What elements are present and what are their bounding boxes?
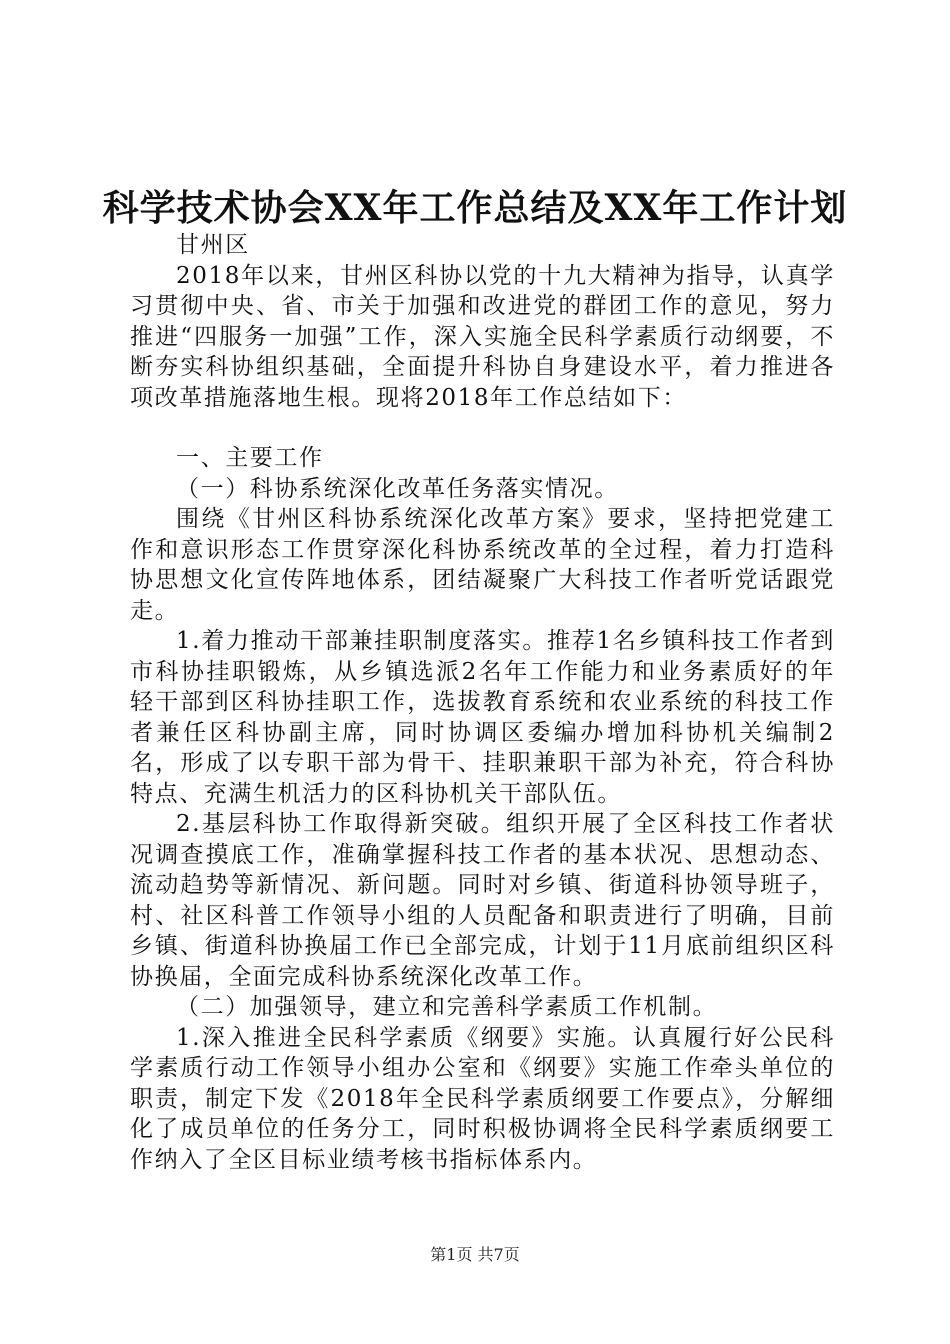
subsection-heading: （二）加强领导，建立和完善科学素质工作机制。	[176, 994, 718, 1020]
section-heading: 一、主要工作	[176, 445, 324, 471]
intro-paragraph: 2018年以来，甘州区科协以党的十九大精神为指导，认真学习贯彻中央、省、市关于加强和改进党的群团工作的意见，努力推进“四服务一加强”工作，深入实施全民科学素质行动纲要，不断夯实科协组织基础，全面提升科协自身建设水平，着力推进各项改革措施落地生根。现将2018年工作总结如下：	[130, 262, 835, 411]
blank-line	[130, 413, 835, 443]
page-footer: 第1页 共7页	[430, 1245, 520, 1264]
body-paragraph: 围绕《甘州区科协系统深化改革方案》要求，坚持把党建工作和意识形态工作贯穿深化科协系统改革的全过程，着力打造科协思想文化宣传阵地体系，团结凝聚广大科技工作者听党话跟党走。	[130, 506, 835, 624]
document-body	[130, 230, 835, 1175]
author-line: 甘州区	[176, 232, 250, 258]
body-paragraph: 2.基层科协工作取得新突破。组织开展了全区科技工作者状况调查摸底工作，准确掌握科技工作者的基本状况、思想动态、流动趋势等新情况、新问题。同时对乡镇、街道科协领导班子，村、社区科普工作领导小组的人员配备和职责进行了明确，目前乡镇、街道科协换届工作已全部完成，计划于11月底前组织区科协换届，全面完成科协系统深化改革工作。	[130, 811, 835, 990]
document-title: 科学技术协会XX年工作总结及XX年工作计划	[102, 187, 848, 229]
body-paragraph: 1.深入推进全民科学素质《纲要》实施。认真履行好公民科学素质行动工作领导小组办公室和《纲要》实施工作牵头单位的职责，制定下发《2018年全民科学素质纲要工作要点》，分解细化了成员单位的任务分工，同时积极协调将全民科学素质纲要工作纳入了全区目标业绩考核书指标体系内。	[130, 1024, 835, 1173]
subsection-heading: （一）科协系统深化改革任务落实情况。	[176, 475, 619, 502]
body-paragraph: 1.着力推动干部兼挂职制度落实。推荐1名乡镇科技工作者到市科协挂职锻炼，从乡镇选派2名年工作能力和业务素质好的年轻干部到区科协挂职工作，选拔教育系统和农业系统的科技工作者兼任区科协副主席，同时协调区委编办增加科协机关编制2名，形成了以专职干部为骨干、挂职兼职干部为补充，符合科协特点、充满生机活力的区科协机关干部队伍。	[130, 628, 835, 807]
